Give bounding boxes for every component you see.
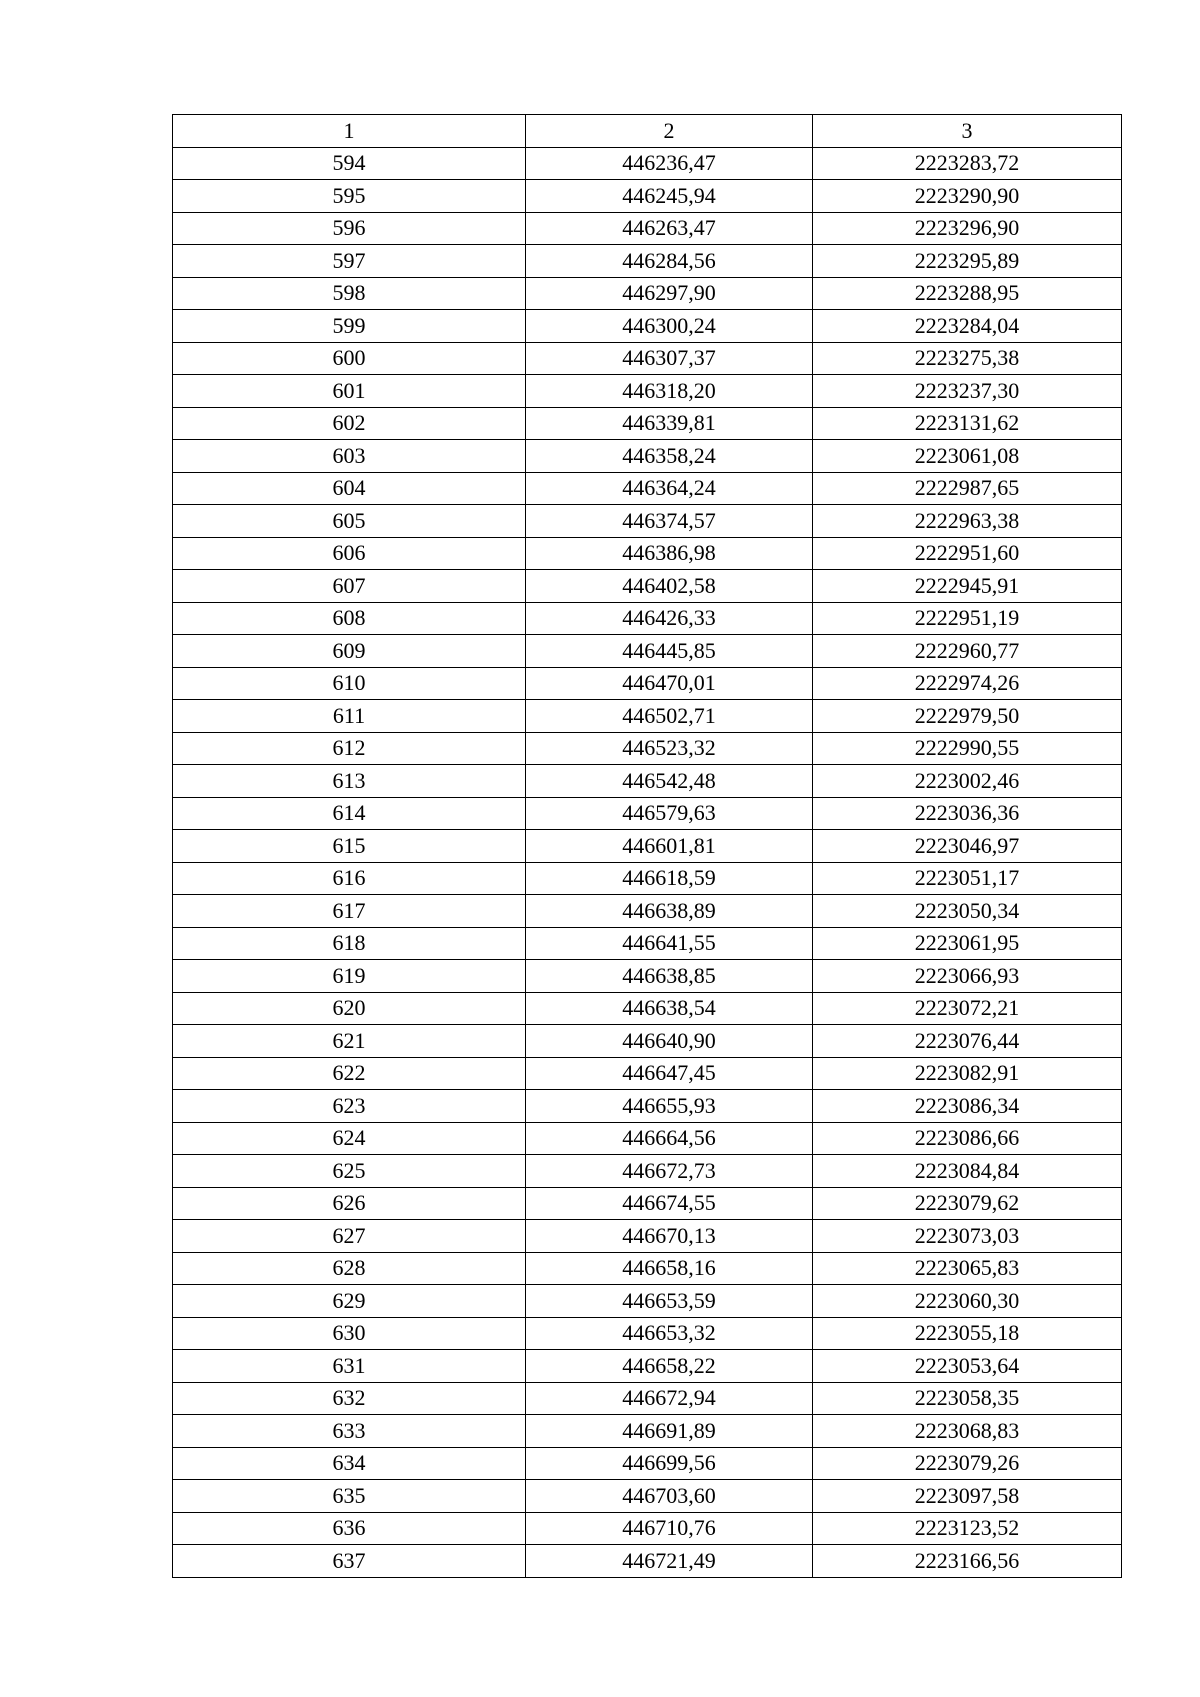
table-row bbox=[173, 797, 1122, 830]
y-coordinate-cell: 2223073,03 bbox=[813, 1220, 1122, 1253]
x-coordinate-cell: 446284,56 bbox=[526, 245, 813, 278]
point-number-cell: 607 bbox=[173, 570, 526, 603]
table-row bbox=[173, 960, 1122, 993]
point-number-cell: 631 bbox=[173, 1350, 526, 1383]
x-coordinate-cell: 446445,85 bbox=[526, 635, 813, 668]
y-coordinate-cell: 2222951,60 bbox=[813, 537, 1122, 570]
table-row bbox=[173, 927, 1122, 960]
table-row bbox=[173, 1415, 1122, 1448]
y-coordinate-cell: 2223288,95 bbox=[813, 277, 1122, 310]
y-coordinate-cell: 2222979,50 bbox=[813, 700, 1122, 733]
x-coordinate-cell: 446699,56 bbox=[526, 1447, 813, 1480]
x-coordinate-cell: 446664,56 bbox=[526, 1122, 813, 1155]
header-cell-col2: 2 bbox=[526, 115, 813, 148]
coordinates-table bbox=[172, 114, 1122, 1578]
point-number-cell: 613 bbox=[173, 765, 526, 798]
header-cell-col1: 1 bbox=[173, 115, 526, 148]
table-row bbox=[173, 1025, 1122, 1058]
y-coordinate-cell: 2223295,89 bbox=[813, 245, 1122, 278]
header-cell-col3: 3 bbox=[813, 115, 1122, 148]
y-coordinate-cell: 2223290,90 bbox=[813, 180, 1122, 213]
x-coordinate-cell: 446542,48 bbox=[526, 765, 813, 798]
table-row bbox=[173, 277, 1122, 310]
table-row bbox=[173, 310, 1122, 343]
table-row bbox=[173, 212, 1122, 245]
x-coordinate-cell: 446710,76 bbox=[526, 1512, 813, 1545]
x-coordinate-cell: 446647,45 bbox=[526, 1057, 813, 1090]
table-row bbox=[173, 1545, 1122, 1578]
table-row bbox=[173, 1447, 1122, 1480]
x-coordinate-cell: 446638,54 bbox=[526, 992, 813, 1025]
y-coordinate-cell: 2223046,97 bbox=[813, 830, 1122, 863]
point-number-cell: 636 bbox=[173, 1512, 526, 1545]
point-number-cell: 600 bbox=[173, 342, 526, 375]
x-coordinate-cell: 446426,33 bbox=[526, 602, 813, 635]
y-coordinate-cell: 2223050,34 bbox=[813, 895, 1122, 928]
y-coordinate-cell: 2223065,83 bbox=[813, 1252, 1122, 1285]
x-coordinate-cell: 446703,60 bbox=[526, 1480, 813, 1513]
y-coordinate-cell: 2223166,56 bbox=[813, 1545, 1122, 1578]
y-coordinate-cell: 2223066,93 bbox=[813, 960, 1122, 993]
x-coordinate-cell: 446245,94 bbox=[526, 180, 813, 213]
table-row bbox=[173, 375, 1122, 408]
point-number-cell: 602 bbox=[173, 407, 526, 440]
y-coordinate-cell: 2223055,18 bbox=[813, 1317, 1122, 1350]
y-coordinate-cell: 2223082,91 bbox=[813, 1057, 1122, 1090]
point-number-cell: 594 bbox=[173, 147, 526, 180]
table-row bbox=[173, 440, 1122, 473]
y-coordinate-cell: 2223060,30 bbox=[813, 1285, 1122, 1318]
y-coordinate-cell: 2223068,83 bbox=[813, 1415, 1122, 1448]
point-number-cell: 597 bbox=[173, 245, 526, 278]
y-coordinate-cell: 2223237,30 bbox=[813, 375, 1122, 408]
table-row bbox=[173, 1350, 1122, 1383]
point-number-cell: 637 bbox=[173, 1545, 526, 1578]
table-row bbox=[173, 765, 1122, 798]
x-coordinate-cell: 446658,16 bbox=[526, 1252, 813, 1285]
table-row bbox=[173, 1187, 1122, 1220]
y-coordinate-cell: 2223123,52 bbox=[813, 1512, 1122, 1545]
table-row bbox=[173, 245, 1122, 278]
y-coordinate-cell: 2223036,36 bbox=[813, 797, 1122, 830]
point-number-cell: 628 bbox=[173, 1252, 526, 1285]
point-number-cell: 632 bbox=[173, 1382, 526, 1415]
y-coordinate-cell: 2222974,26 bbox=[813, 667, 1122, 700]
point-number-cell: 616 bbox=[173, 862, 526, 895]
x-coordinate-cell: 446672,94 bbox=[526, 1382, 813, 1415]
table-row bbox=[173, 1480, 1122, 1513]
x-coordinate-cell: 446523,32 bbox=[526, 732, 813, 765]
table-row bbox=[173, 1382, 1122, 1415]
x-coordinate-cell: 446670,13 bbox=[526, 1220, 813, 1253]
x-coordinate-cell: 446236,47 bbox=[526, 147, 813, 180]
point-number-cell: 626 bbox=[173, 1187, 526, 1220]
y-coordinate-cell: 2223079,26 bbox=[813, 1447, 1122, 1480]
table-row bbox=[173, 1317, 1122, 1350]
table-header-row bbox=[173, 115, 1122, 148]
x-coordinate-cell: 446297,90 bbox=[526, 277, 813, 310]
x-coordinate-cell: 446691,89 bbox=[526, 1415, 813, 1448]
table-row bbox=[173, 1155, 1122, 1188]
y-coordinate-cell: 2223053,64 bbox=[813, 1350, 1122, 1383]
x-coordinate-cell: 446358,24 bbox=[526, 440, 813, 473]
point-number-cell: 605 bbox=[173, 505, 526, 538]
point-number-cell: 634 bbox=[173, 1447, 526, 1480]
point-number-cell: 617 bbox=[173, 895, 526, 928]
y-coordinate-cell: 2223079,62 bbox=[813, 1187, 1122, 1220]
x-coordinate-cell: 446374,57 bbox=[526, 505, 813, 538]
x-coordinate-cell: 446339,81 bbox=[526, 407, 813, 440]
x-coordinate-cell: 446672,73 bbox=[526, 1155, 813, 1188]
point-number-cell: 599 bbox=[173, 310, 526, 343]
table-row bbox=[173, 830, 1122, 863]
table-row bbox=[173, 472, 1122, 505]
point-number-cell: 595 bbox=[173, 180, 526, 213]
y-coordinate-cell: 2223097,58 bbox=[813, 1480, 1122, 1513]
point-number-cell: 622 bbox=[173, 1057, 526, 1090]
table-row bbox=[173, 537, 1122, 570]
point-number-cell: 621 bbox=[173, 1025, 526, 1058]
table-row bbox=[173, 1220, 1122, 1253]
table-row bbox=[173, 1512, 1122, 1545]
point-number-cell: 601 bbox=[173, 375, 526, 408]
point-number-cell: 612 bbox=[173, 732, 526, 765]
table-row bbox=[173, 1252, 1122, 1285]
point-number-cell: 630 bbox=[173, 1317, 526, 1350]
x-coordinate-cell: 446721,49 bbox=[526, 1545, 813, 1578]
x-coordinate-cell: 446638,89 bbox=[526, 895, 813, 928]
y-coordinate-cell: 2223002,46 bbox=[813, 765, 1122, 798]
table-row bbox=[173, 992, 1122, 1025]
point-number-cell: 635 bbox=[173, 1480, 526, 1513]
y-coordinate-cell: 2222990,55 bbox=[813, 732, 1122, 765]
y-coordinate-cell: 2223296,90 bbox=[813, 212, 1122, 245]
y-coordinate-cell: 2223051,17 bbox=[813, 862, 1122, 895]
point-number-cell: 596 bbox=[173, 212, 526, 245]
table-row bbox=[173, 147, 1122, 180]
point-number-cell: 633 bbox=[173, 1415, 526, 1448]
point-number-cell: 618 bbox=[173, 927, 526, 960]
x-coordinate-cell: 446641,55 bbox=[526, 927, 813, 960]
x-coordinate-cell: 446658,22 bbox=[526, 1350, 813, 1383]
table-row bbox=[173, 342, 1122, 375]
point-number-cell: 606 bbox=[173, 537, 526, 570]
y-coordinate-cell: 2223283,72 bbox=[813, 147, 1122, 180]
x-coordinate-cell: 446470,01 bbox=[526, 667, 813, 700]
point-number-cell: 615 bbox=[173, 830, 526, 863]
x-coordinate-cell: 446601,81 bbox=[526, 830, 813, 863]
x-coordinate-cell: 446402,58 bbox=[526, 570, 813, 603]
table-row bbox=[173, 1285, 1122, 1318]
y-coordinate-cell: 2222951,19 bbox=[813, 602, 1122, 635]
point-number-cell: 610 bbox=[173, 667, 526, 700]
table-row bbox=[173, 1090, 1122, 1123]
x-coordinate-cell: 446386,98 bbox=[526, 537, 813, 570]
y-coordinate-cell: 2222963,38 bbox=[813, 505, 1122, 538]
table-row bbox=[173, 602, 1122, 635]
y-coordinate-cell: 2223131,62 bbox=[813, 407, 1122, 440]
table-row bbox=[173, 180, 1122, 213]
x-coordinate-cell: 446655,93 bbox=[526, 1090, 813, 1123]
y-coordinate-cell: 2223284,04 bbox=[813, 310, 1122, 343]
x-coordinate-cell: 446674,55 bbox=[526, 1187, 813, 1220]
table-row bbox=[173, 1057, 1122, 1090]
table-row bbox=[173, 505, 1122, 538]
point-number-cell: 603 bbox=[173, 440, 526, 473]
x-coordinate-cell: 446618,59 bbox=[526, 862, 813, 895]
y-coordinate-cell: 2222960,77 bbox=[813, 635, 1122, 668]
y-coordinate-cell: 2223061,08 bbox=[813, 440, 1122, 473]
y-coordinate-cell: 2223084,84 bbox=[813, 1155, 1122, 1188]
x-coordinate-cell: 446579,63 bbox=[526, 797, 813, 830]
table-row bbox=[173, 732, 1122, 765]
point-number-cell: 625 bbox=[173, 1155, 526, 1188]
point-number-cell: 614 bbox=[173, 797, 526, 830]
point-number-cell: 609 bbox=[173, 635, 526, 668]
x-coordinate-cell: 446300,24 bbox=[526, 310, 813, 343]
x-coordinate-cell: 446307,37 bbox=[526, 342, 813, 375]
table-row bbox=[173, 700, 1122, 733]
point-number-cell: 629 bbox=[173, 1285, 526, 1318]
table-row bbox=[173, 407, 1122, 440]
x-coordinate-cell: 446653,32 bbox=[526, 1317, 813, 1350]
x-coordinate-cell: 446502,71 bbox=[526, 700, 813, 733]
table-row bbox=[173, 862, 1122, 895]
y-coordinate-cell: 2223086,66 bbox=[813, 1122, 1122, 1155]
y-coordinate-cell: 2222987,65 bbox=[813, 472, 1122, 505]
point-number-cell: 604 bbox=[173, 472, 526, 505]
table-row bbox=[173, 895, 1122, 928]
point-number-cell: 608 bbox=[173, 602, 526, 635]
point-number-cell: 611 bbox=[173, 700, 526, 733]
point-number-cell: 624 bbox=[173, 1122, 526, 1155]
x-coordinate-cell: 446653,59 bbox=[526, 1285, 813, 1318]
x-coordinate-cell: 446263,47 bbox=[526, 212, 813, 245]
y-coordinate-cell: 2223076,44 bbox=[813, 1025, 1122, 1058]
point-number-cell: 598 bbox=[173, 277, 526, 310]
y-coordinate-cell: 2223061,95 bbox=[813, 927, 1122, 960]
y-coordinate-cell: 2222945,91 bbox=[813, 570, 1122, 603]
y-coordinate-cell: 2223275,38 bbox=[813, 342, 1122, 375]
point-number-cell: 623 bbox=[173, 1090, 526, 1123]
point-number-cell: 620 bbox=[173, 992, 526, 1025]
point-number-cell: 619 bbox=[173, 960, 526, 993]
table-row bbox=[173, 667, 1122, 700]
x-coordinate-cell: 446638,85 bbox=[526, 960, 813, 993]
x-coordinate-cell: 446318,20 bbox=[526, 375, 813, 408]
x-coordinate-cell: 446364,24 bbox=[526, 472, 813, 505]
table-row bbox=[173, 570, 1122, 603]
point-number-cell: 627 bbox=[173, 1220, 526, 1253]
y-coordinate-cell: 2223086,34 bbox=[813, 1090, 1122, 1123]
table-row bbox=[173, 1122, 1122, 1155]
table-body bbox=[173, 115, 1122, 1578]
x-coordinate-cell: 446640,90 bbox=[526, 1025, 813, 1058]
y-coordinate-cell: 2223072,21 bbox=[813, 992, 1122, 1025]
y-coordinate-cell: 2223058,35 bbox=[813, 1382, 1122, 1415]
table-row bbox=[173, 635, 1122, 668]
